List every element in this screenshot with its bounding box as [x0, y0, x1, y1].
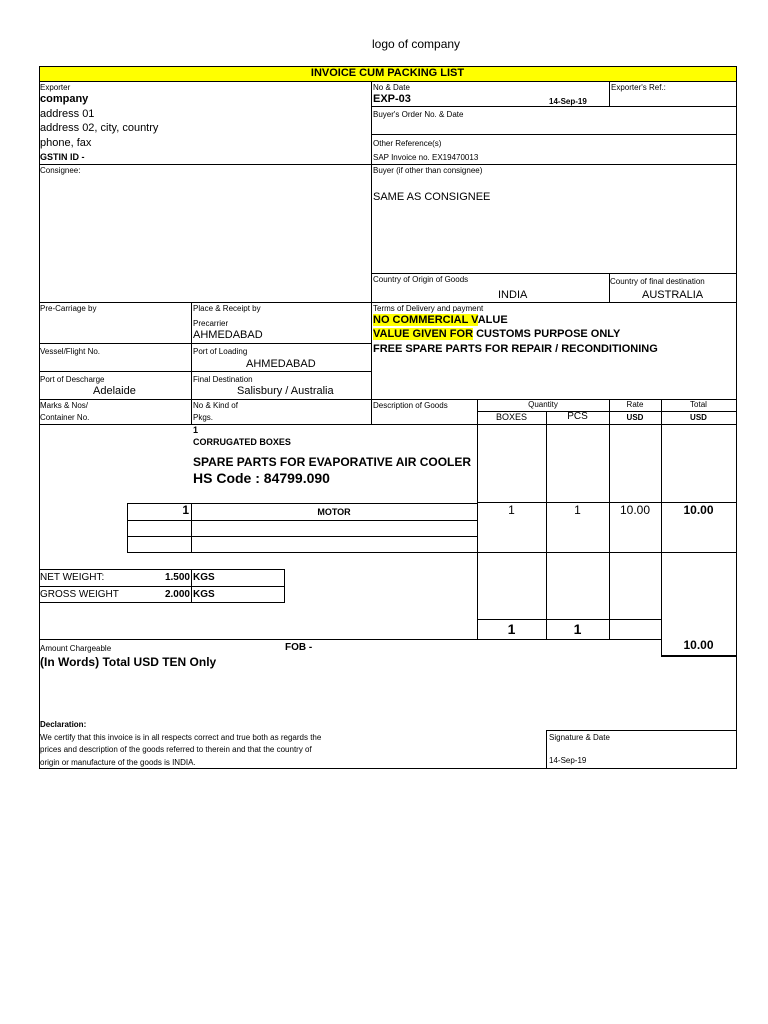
place-receipt-label: Place & Receipt by: [193, 304, 261, 313]
item-rate: 10.00: [619, 503, 651, 517]
fob-label: FOB -: [285, 642, 313, 653]
buyers-order-label: Buyer's Order No. & Date: [373, 110, 464, 119]
port-discharge-value: Adelaide: [93, 385, 136, 397]
port-loading-label: Port of Loading: [193, 347, 248, 356]
item-total: 10.00: [683, 503, 714, 517]
terms-line-3: FREE SPARE PARTS FOR REPAIR / RECONDITIONING: [373, 343, 658, 355]
total-label: Total: [690, 400, 707, 409]
origin-value: INDIA: [498, 289, 528, 301]
final-destination-label: Final Destination: [193, 375, 253, 384]
gross-weight-label: GROSS WEIGHT: [40, 589, 119, 600]
signature-label: Signature & Date: [549, 733, 610, 742]
invoice-date: 14-Sep-19: [549, 97, 587, 106]
item-boxes: 1: [508, 503, 515, 517]
marks-label-2: Container No.: [40, 413, 90, 422]
signature-date: 14-Sep-19: [549, 756, 587, 765]
amount-in-words: (In Words) Total USD TEN Only: [40, 655, 217, 669]
buyer-value: SAME AS CONSIGNEE: [373, 191, 491, 203]
exporter-address-2: address 02, city, country: [40, 122, 159, 134]
destination-country-value: AUSTRALIA: [642, 289, 704, 301]
terms-line-2-highlight: VALUE GIVEN FOR: [373, 328, 474, 340]
boxes-label: BOXES: [495, 412, 527, 422]
net-weight-value: 1.500: [164, 572, 190, 583]
origin-label: Country of Origin of Goods: [373, 275, 469, 284]
declaration-line-3: origin or manufacture of the goods is INDIA.: [40, 758, 196, 767]
marks-label-1: Marks & Nos/: [40, 401, 89, 410]
item-name: MOTOR: [317, 507, 351, 517]
invoice-number: EXP-03: [373, 93, 411, 105]
terms-label: Terms of Delivery and payment: [373, 304, 484, 313]
final-destination-value: Salisbury / Australia: [237, 385, 334, 397]
vessel-label: Vessel/Flight No.: [40, 347, 101, 356]
hs-code: HS Code : 84799.090: [193, 470, 330, 486]
exporter-name: company: [40, 93, 89, 105]
total-pcs: 1: [573, 621, 582, 637]
total-unit: USD: [690, 413, 707, 422]
exporters-ref-label: Exporter's Ref.:: [611, 83, 666, 92]
pre-carriage-label: Pre-Carriage by: [40, 304, 97, 313]
terms-line-1-highlight: NO COMMERCIAL V: [373, 314, 478, 326]
port-discharge-label: Port of Descharge: [40, 375, 105, 384]
other-reference-value: SAP Invoice no. EX19470013: [373, 153, 479, 162]
net-weight-label: NET WEIGHT:: [40, 572, 105, 583]
package-kind: CORRUGATED BOXES: [193, 437, 291, 447]
rate-unit: USD: [626, 413, 644, 422]
exporter-label: Exporter: [40, 83, 71, 92]
package-count: 1: [193, 425, 199, 435]
terms-line-2-rest: CUSTOMS PURPOSE ONLY: [473, 328, 621, 340]
kind-label-1: No & Kind of: [193, 401, 238, 410]
consignee-label: Consignee:: [40, 166, 81, 175]
terms-line-2: [373, 328, 620, 341]
buyer-label: Buyer (if other than consignee): [373, 166, 483, 175]
item-pcs: 1: [574, 503, 581, 517]
total-boxes: 1: [507, 621, 516, 637]
declaration-line-2: prices and description of the goods referred to therein and that the country of: [40, 745, 312, 754]
precarrier-label: Precarrier: [193, 319, 229, 328]
terms-line-1: [373, 314, 508, 327]
gross-weight-unit: KGS: [193, 589, 215, 600]
document-title: INVOICE CUM PACKING LIST: [310, 67, 465, 79]
description-label: Description of Goods: [373, 401, 448, 410]
kind-label-2: Pkgs.: [193, 413, 214, 422]
pcs-label: PCS: [567, 411, 588, 422]
total-amount: 10.00: [683, 638, 714, 652]
rate-label: Rate: [626, 400, 644, 409]
exporter-gstin: GSTIN ID -: [40, 152, 85, 162]
declaration-line-1: We certify that this invoice is in all respects correct and true both as regards the: [40, 733, 322, 742]
gross-weight-value: 2.000: [164, 589, 190, 600]
exporter-contact: phone, fax: [40, 137, 92, 149]
exporter-address-1: address 01: [40, 108, 95, 120]
no-date-label: No & Date: [373, 83, 410, 92]
company-logo: logo of company: [372, 37, 461, 51]
net-weight-unit: KGS: [193, 572, 215, 583]
place-receipt-value: AHMEDABAD: [193, 329, 263, 341]
item-number: 1: [182, 503, 189, 517]
terms-line-1-rest: ALUE: [477, 314, 508, 326]
amount-chargeable-label: Amount Chargeable: [40, 644, 112, 653]
goods-description: SPARE PARTS FOR EVAPORATIVE AIR COOLER: [193, 455, 472, 469]
quantity-label: Quantity: [528, 400, 558, 409]
declaration-label: Declaration:: [40, 720, 87, 729]
destination-country-label: Country of final destination: [610, 277, 705, 286]
other-reference-label: Other Reference(s): [373, 139, 442, 148]
port-loading-value: AHMEDABAD: [246, 358, 316, 370]
